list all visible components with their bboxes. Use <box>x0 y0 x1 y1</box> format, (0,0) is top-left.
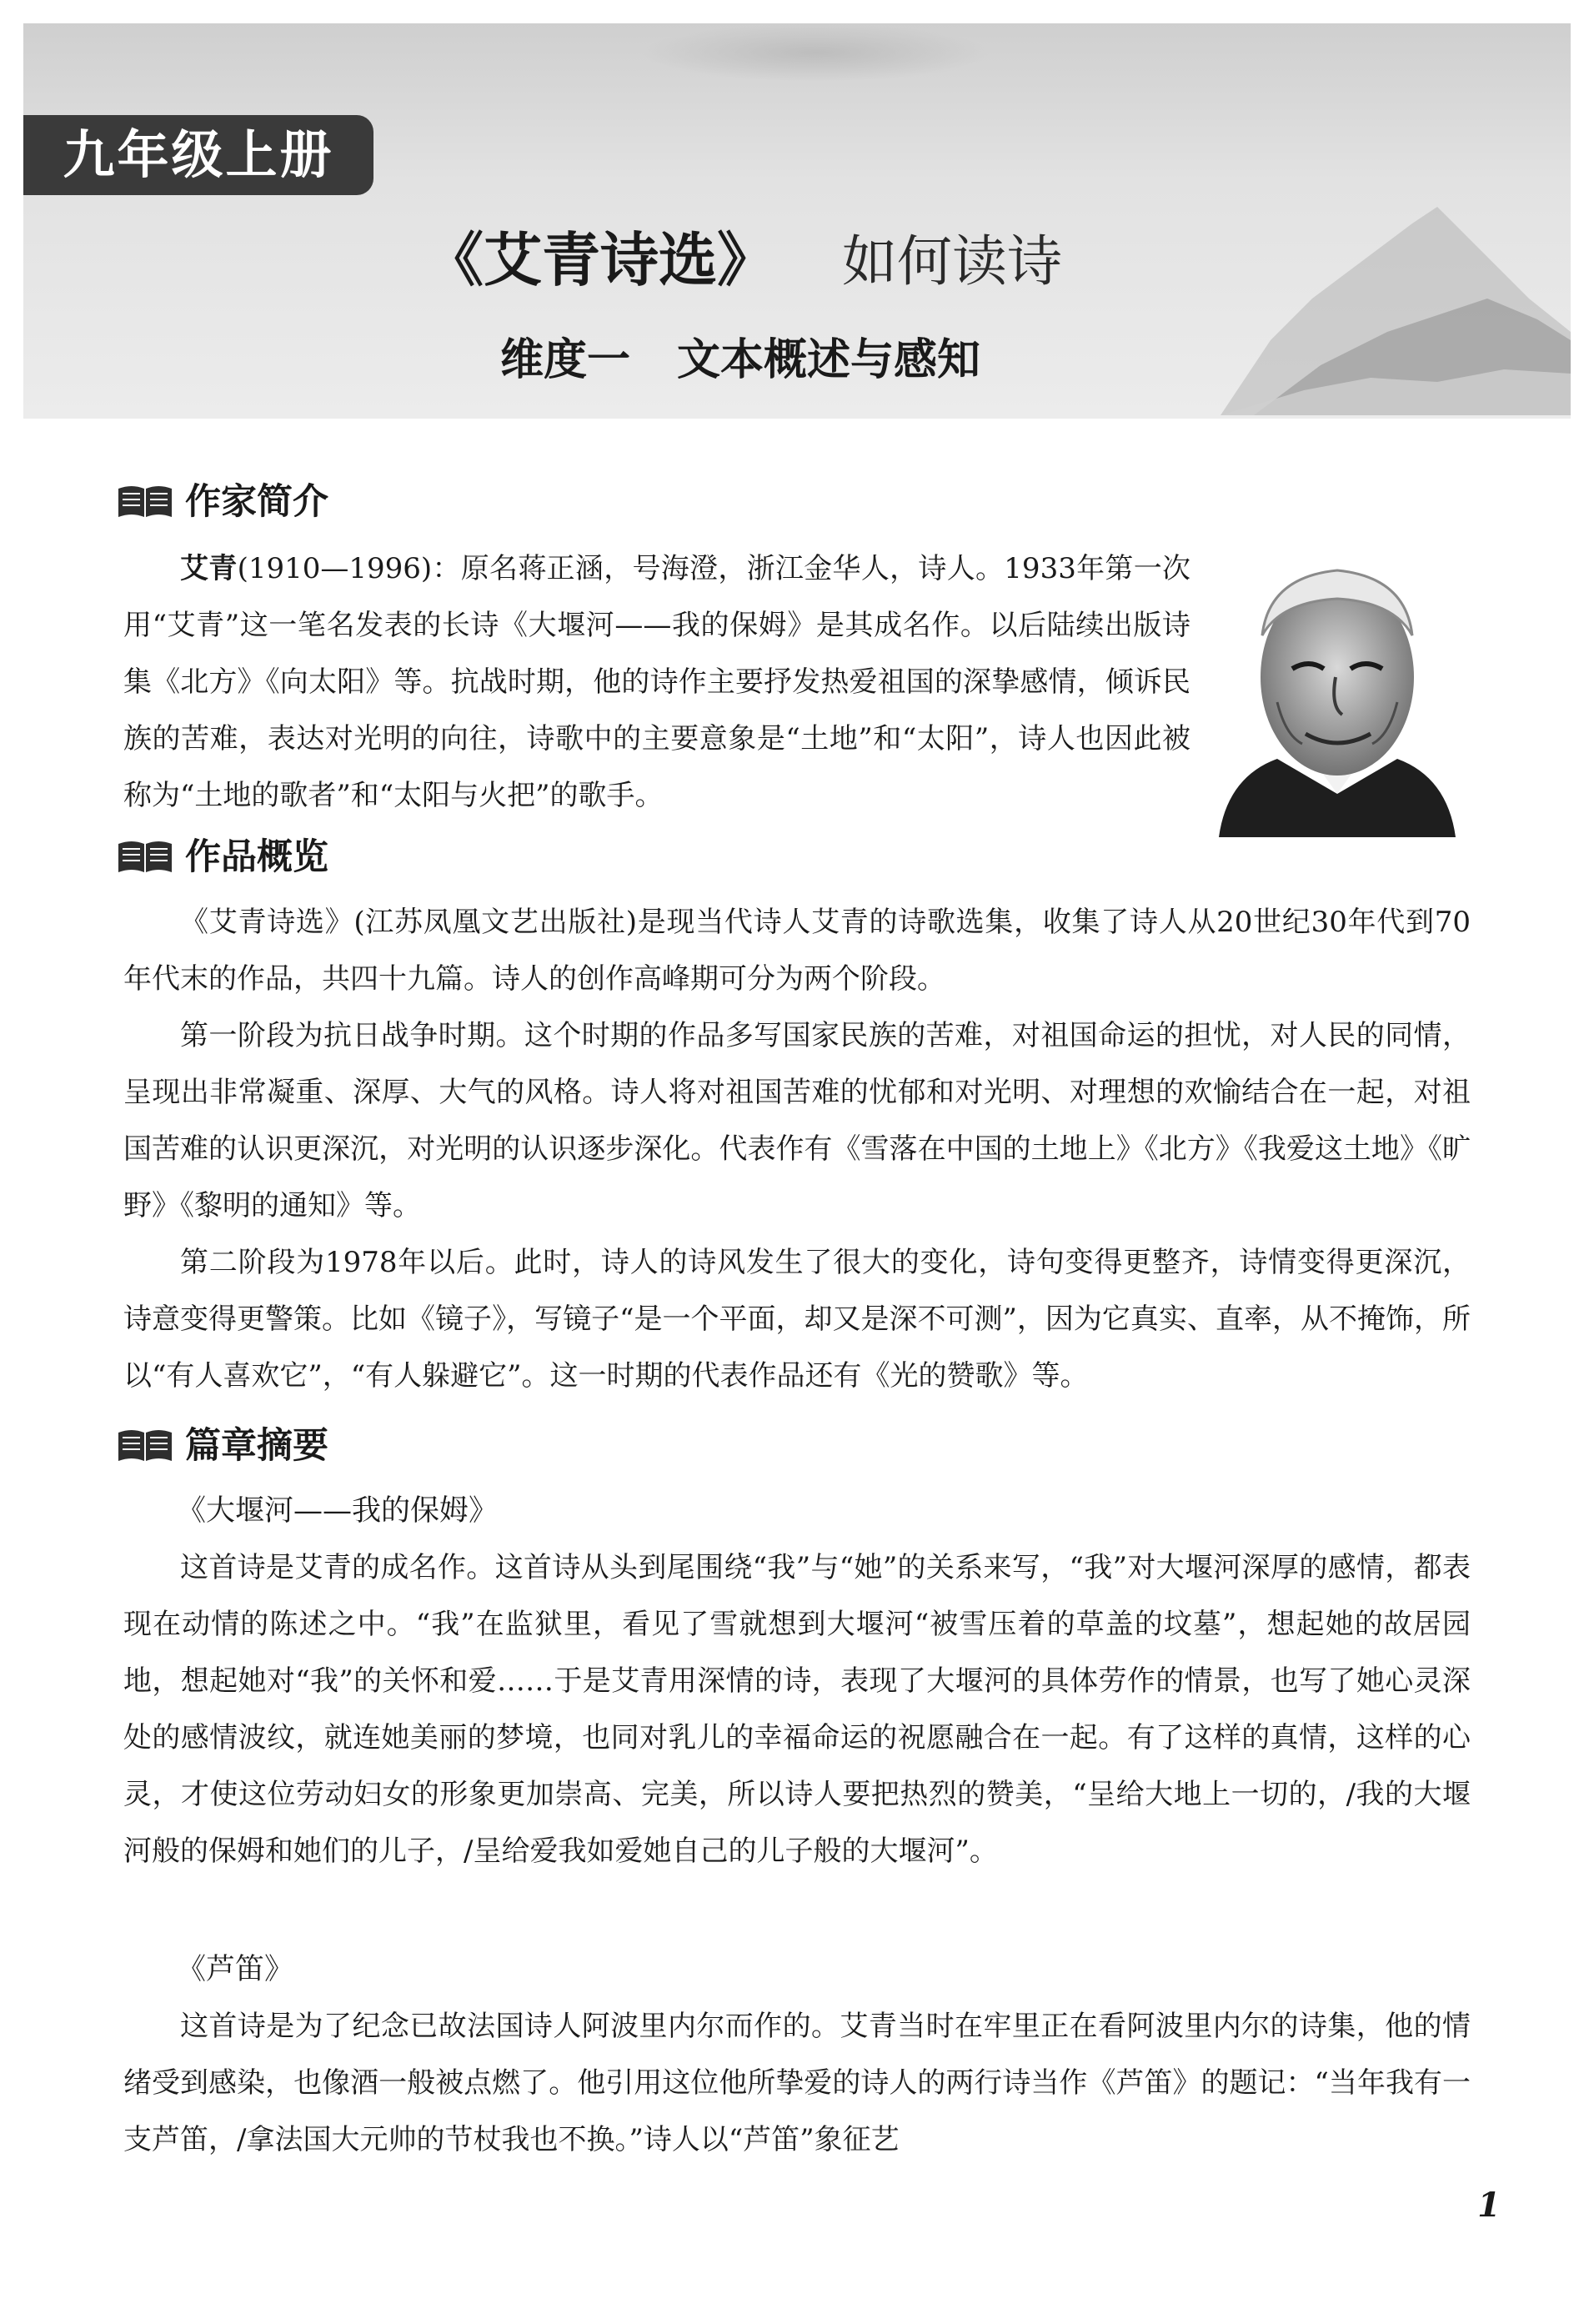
section-heading-overview: 作品概览 <box>117 831 700 884</box>
grade-label: 九年级上册 <box>23 115 373 195</box>
ink-wash-decoration <box>640 23 990 82</box>
overview-text <box>123 894 1471 1404</box>
overview-paragraph: 《艾青诗选》(江苏凤凰文艺出版社)是现当代诗人艾青的诗歌选集，收集了诗人从20世纪30年代到70年代末的作品，共四十九篇。诗人的创作高峰期可分为两个阶段。 <box>123 906 1471 996</box>
open-book-icon <box>117 484 173 519</box>
chapter-title: 《芦笛》 <box>177 1953 294 1986</box>
chapter-title: 《大堰河——我的保姆》 <box>177 1494 499 1528</box>
chapter-summary: 这首诗是艾青的成名作。这首诗从头到尾围绕“我”与“她”的关系来写，“我”对大堰河深厚的感情，都表现在动情的陈述之中。“我”在监狱里，看见了雪就想到大堰河“被雪压着的草盖的坟墓”，想起她的故居园地，想起她对“我”的关怀和爱……于是艾青用深情的诗，表现了大堰河的具体劳作的情景，也写了她心灵深处的感情波纹，就连她美丽的梦境，也同对乳儿的幸福命运的祝愿融合在一起。有了这样的真情，这样的心灵，才使这位劳动妇女的形象更加崇高、完美，所以诗人要把热烈的赞美，“呈给大地上一切的，/我的大堰河般的保姆和她们的儿子，/呈给爱我如爱她自己的儿子般的大堰河”。 <box>123 1551 1471 1868</box>
overview-paragraph: 第二阶段为1978年以后。此时，诗人的诗风发生了很大的变化，诗句变得更整齐，诗情变得更深沉，诗意变得更警策。比如《镜子》，写镜子“是一个平面，却又是深不可测”，因为它真实、直率，从不掩饰，所以“有人喜欢它”，“有人躲避它”。这一时期的代表作品还有《光的赞歌》等。 <box>123 1246 1471 1393</box>
overview-paragraph: 第一阶段为抗日战争时期。这个时期的作品多写国家民族的苦难，对祖国命运的担忧，对人民的同情，呈现出非常凝重、深厚、大气的风格。诗人将对祖国苦难的忧郁和对光明、对理想的欢愉结合在一起，对祖国苦难的认识更深沉，对光明的认识逐步深化。代表作有《雪落在中国的土地上》《北方》《我爱这土地》《旷野》《黎明的通知》等。 <box>123 1019 1471 1222</box>
dimension-label: 维度一 <box>500 335 631 385</box>
topic-subtitle: 如何读诗 <box>842 229 1062 294</box>
author-portrait <box>1219 544 1456 837</box>
dimension-heading <box>500 327 1134 394</box>
section-heading-author: 作家简介 <box>117 475 700 529</box>
page-title <box>425 218 1259 302</box>
book-title: 《艾青诗选》 <box>425 226 775 294</box>
dimension-title: 文本概述与感知 <box>677 335 981 385</box>
open-book-icon <box>117 839 173 874</box>
page-number: 1 <box>1477 2186 1501 2225</box>
author-intro-text: 艾青(1910—1996)：原名蒋正涵，号海澄，浙江金华人，诗人。1933年第一次用“艾青”这一笔名发表的长诗《大堰河——我的保姆》是其成名作。以后陆续出版诗集《北方》《向太阳》等。抗战时期，他的诗作主要抒发热爱祖国的深挚感情，倾诉民族的苦难，表达对光明的向往，诗歌中的主要意象是“土地”和“太阳”，诗人也因此被称为“土地的歌者”和“太阳与火把”的歌手。 <box>123 552 1190 812</box>
open-book-icon <box>117 1428 173 1463</box>
section-heading-chapters: 篇章摘要 <box>117 1419 700 1473</box>
mountain-illustration <box>1221 173 1571 415</box>
author-name: 艾青 <box>180 552 238 585</box>
chapter-summary: 这首诗是为了纪念已故法国诗人阿波里内尔而作的。艾青当时在牢里正在看阿波里内尔的诗集，他的情绪受到感染，也像酒一般被点燃了。他引用这位他所挚爱的诗人的两行诗当作《芦笛》的题记：“当年我有一支芦笛，/拿法国大元帅的节杖我也不换。”诗人以“芦笛”象征艺 <box>123 2010 1471 2156</box>
